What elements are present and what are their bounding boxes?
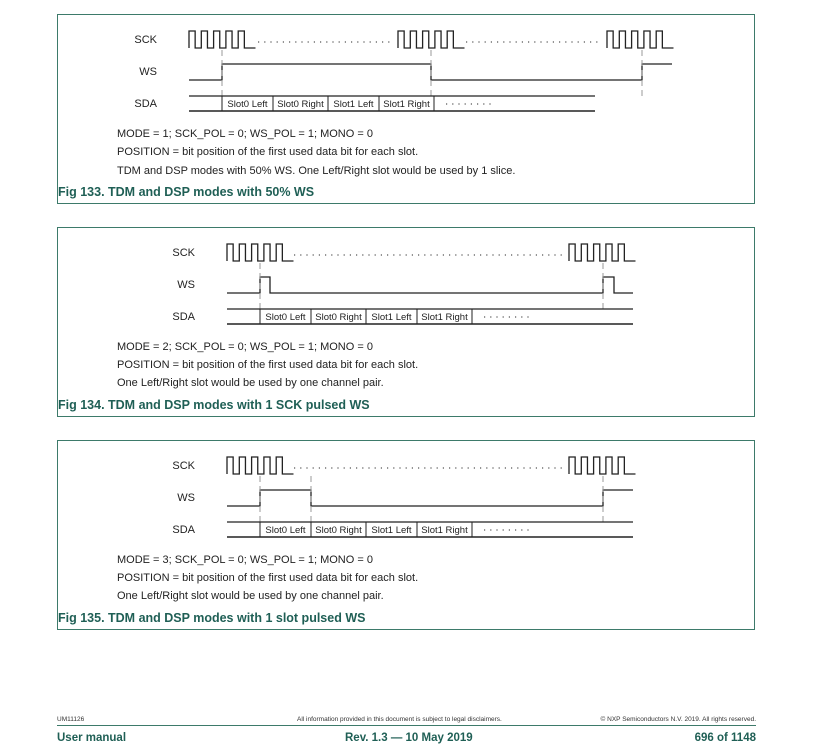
sda-label: SDA: [172, 524, 195, 536]
slot-label: Slot1 Left: [371, 525, 412, 536]
timing-diagram: [58, 228, 756, 418]
sck-burst-start: [189, 31, 256, 48]
footer-divider: [57, 725, 756, 726]
note-line: One Left/Right slot would be used by one channel pair.: [117, 377, 384, 389]
ws-label: WS: [177, 492, 195, 504]
figure-133: [57, 14, 755, 204]
sck-burst-end: [607, 31, 674, 48]
slot-label: Slot0 Right: [315, 312, 362, 323]
figure-caption: Fig 134. TDM and DSP modes with 1 SCK pulsed WS: [58, 398, 370, 412]
ws-label: WS: [177, 279, 195, 291]
note-line: MODE = 1; SCK_POL = 0; WS_POL = 1; MONO = 0: [117, 128, 373, 140]
timing-diagram: [58, 441, 756, 631]
slot-label: Slot0 Left: [265, 312, 306, 323]
slot-label: Slot0 Right: [277, 99, 324, 110]
slot-label: Slot0 Left: [265, 525, 306, 536]
sck-burst-end: [569, 244, 636, 261]
sck-burst-start: [227, 457, 294, 474]
ws-waveform: [227, 277, 633, 293]
copyright: © NXP Semiconductors N.V. 2019. All rights reserved.: [600, 716, 756, 723]
disclaimer: All information provided in this document is subject to legal disclaimers.: [297, 716, 502, 723]
sck-label: SCK: [172, 247, 195, 259]
figure-caption: Fig 135. TDM and DSP modes with 1 slot pulsed WS: [58, 611, 366, 625]
note-line: POSITION = bit position of the first used data bit for each slot.: [117, 146, 419, 158]
ws-waveform: [227, 490, 633, 506]
revision: Rev. 1.3 — 10 May 2019: [345, 732, 473, 744]
sda-label: SDA: [134, 98, 157, 110]
page-number: 696 of 1148: [694, 732, 756, 744]
note-line: MODE = 3; SCK_POL = 0; WS_POL = 1; MONO = 0: [117, 554, 373, 566]
slot-label: Slot1 Left: [371, 312, 412, 323]
note-line: POSITION = bit position of the first used data bit for each slot.: [117, 572, 419, 584]
ws-label: WS: [139, 66, 157, 78]
sck-burst-end: [569, 457, 636, 474]
sda-label: SDA: [172, 311, 195, 323]
slot-label: Slot1 Right: [421, 525, 468, 536]
figure-caption: Fig 133. TDM and DSP modes with 50% WS: [58, 185, 315, 199]
sck-label: SCK: [134, 34, 157, 46]
note-line: MODE = 2; SCK_POL = 0; WS_POL = 1; MONO = 0: [117, 341, 373, 353]
note-line: POSITION = bit position of the first used data bit for each slot.: [117, 359, 419, 371]
slot-label: Slot1 Right: [421, 312, 468, 323]
slot-label: Slot0 Right: [315, 525, 362, 536]
note-line: TDM and DSP modes with 50% WS. One Left/Right slot would be used by 1 slice.: [117, 165, 516, 177]
figure-135: [57, 440, 755, 630]
doc-id: UM11126: [57, 716, 85, 723]
sck-burst-mid: [398, 31, 465, 48]
figure-134: [57, 227, 755, 417]
slot-label: Slot1 Right: [383, 99, 430, 110]
doc-type: User manual: [57, 732, 127, 744]
sck-label: SCK: [172, 460, 195, 472]
slot-label: Slot1 Left: [333, 99, 374, 110]
slot-label: Slot0 Left: [227, 99, 268, 110]
note-line: One Left/Right slot would be used by one channel pair.: [117, 590, 384, 602]
sck-burst-start: [227, 244, 294, 261]
